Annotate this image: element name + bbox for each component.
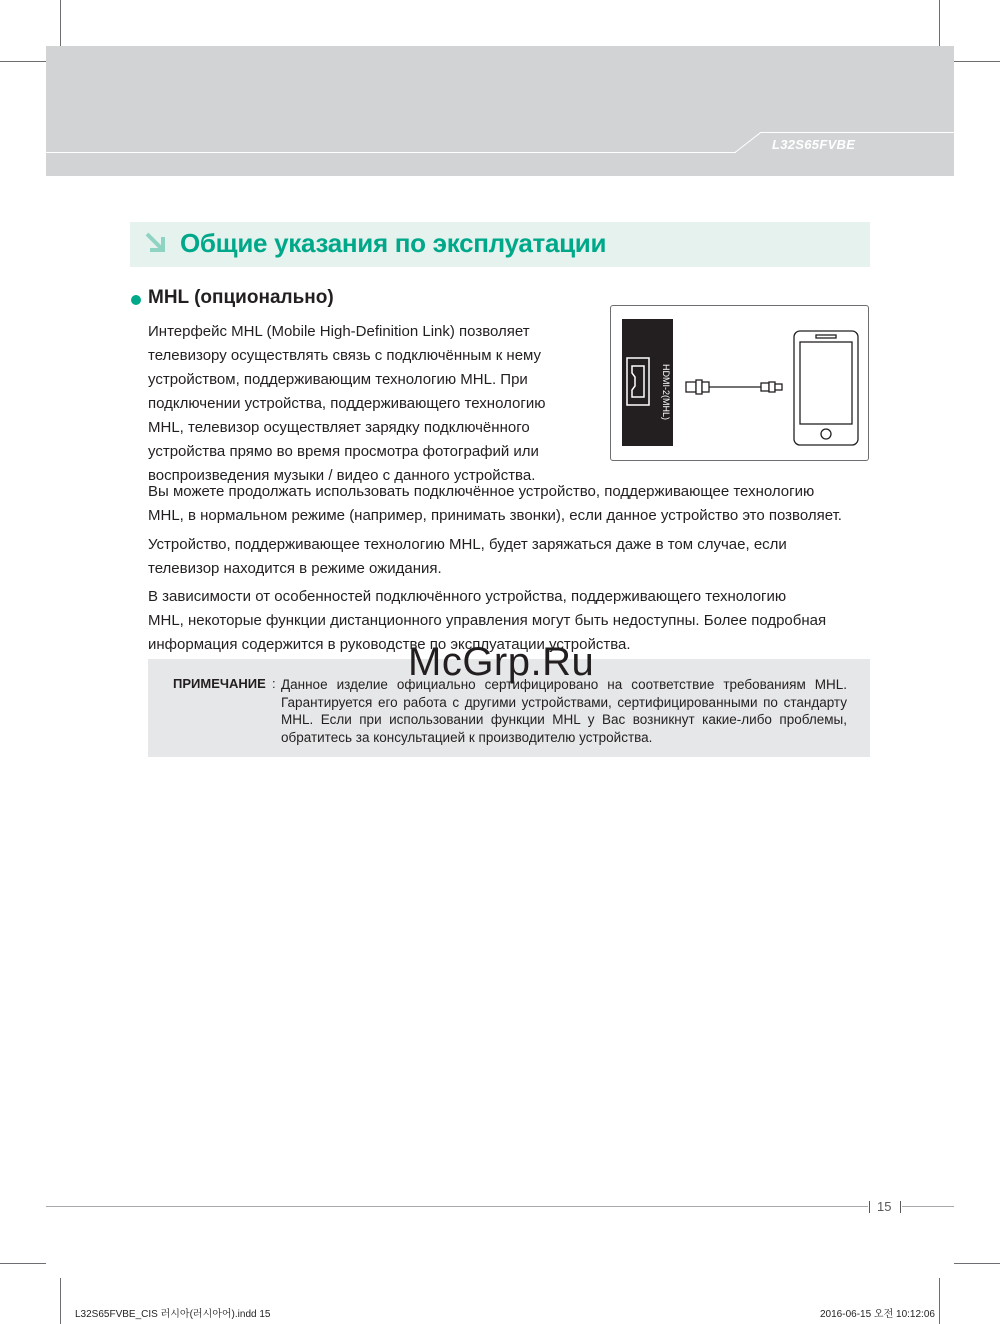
text-line: В зависимости от особенностей подключённого устройства, поддерживающего технологию (148, 588, 787, 605)
cable-icon (686, 380, 782, 394)
crop-mark (60, 0, 61, 46)
text-line: воспроизведения музыки / видео с данного устройства. (148, 467, 536, 484)
text-line: Данное изделие официально сертифицировано на соответствие требованиям MHL. (281, 677, 847, 692)
crop-mark (954, 61, 1000, 62)
bullet-icon (131, 295, 141, 305)
text-line: MHL, телевизор осуществляет зарядку подключённого (148, 419, 530, 436)
crop-mark (60, 1278, 61, 1324)
watermark: McGrp.Ru (408, 640, 595, 684)
paragraph-3 (148, 533, 787, 581)
text-line: Устройство, поддерживающее технологию MHL, будет заряжаться даже в том случае, если (148, 536, 787, 553)
header-band (46, 46, 954, 176)
crop-mark (954, 1263, 1000, 1264)
page-number-tick (869, 1201, 870, 1213)
text-line: информация содержится в руководстве по эксплуатации устройства. (148, 636, 631, 653)
footer-divider (46, 1206, 954, 1207)
note-text (281, 676, 847, 746)
note-colon: : (272, 676, 276, 691)
page-number: 15 (877, 1199, 892, 1214)
text-line: Гарантируется его работа с другими устройствами, сертифицированными по стандарту (281, 694, 847, 710)
text-line: устройством, поддерживающим технологию MHL. При (148, 371, 528, 388)
port-label: HDMI-2(MHL) (661, 364, 671, 420)
text-line: телевизору осуществлять связь с подключённым к нему (148, 347, 542, 364)
section-title: Общие указания по эксплуатации (180, 228, 607, 258)
text-line: телевизор находится в режиме ожидания. (148, 560, 442, 577)
note-label: ПРИМЕЧАНИЕ (173, 676, 266, 691)
crop-mark (939, 0, 940, 46)
arrow-down-right-icon (144, 231, 168, 255)
connection-diagram (611, 306, 868, 460)
text-line: Интерфейс MHL (Mobile High-Definition Link) позволяет (148, 323, 530, 340)
text-line: обратитесь за консультацией к производителю устройства. (281, 729, 653, 745)
text-line: Вы можете продолжать использовать подключённое устройство, поддерживающее технологию (148, 483, 815, 500)
text-line: MHL. Если при использовании функции MHL у Вас возникнут какие-либо проблемы, (281, 712, 847, 727)
crop-mark (939, 1278, 940, 1324)
text-line: устройства прямо во время просмотра фотографий или (148, 443, 539, 460)
text-line: подключении устройства, поддерживающего технологию (148, 395, 546, 412)
header-divider-upper (760, 132, 954, 133)
page-number-tick (900, 1201, 901, 1213)
crop-mark (0, 61, 46, 62)
intro-paragraph (148, 320, 545, 488)
file-info: L32S65FVBE_CIS 러시아(러시아어).indd 15 (75, 1309, 271, 1320)
print-timestamp: 2016-06-15 오전 10:12:06 (820, 1309, 935, 1320)
crop-mark (0, 1263, 46, 1264)
model-number: L32S65FVBE (772, 137, 856, 152)
header-divider (46, 152, 736, 153)
paragraph-2 (148, 480, 842, 528)
mhl-connection-figure (610, 305, 869, 461)
text-line: MHL, в нормальном режиме (например, принимать звонки), если данное устройство это позволяет. (148, 507, 842, 524)
smartphone-icon (794, 331, 858, 445)
subsection-title: MHL (опционально) (148, 287, 334, 308)
text-line: MHL, некоторые функции дистанционного управления могут быть недоступны. Более подробная (148, 612, 827, 629)
